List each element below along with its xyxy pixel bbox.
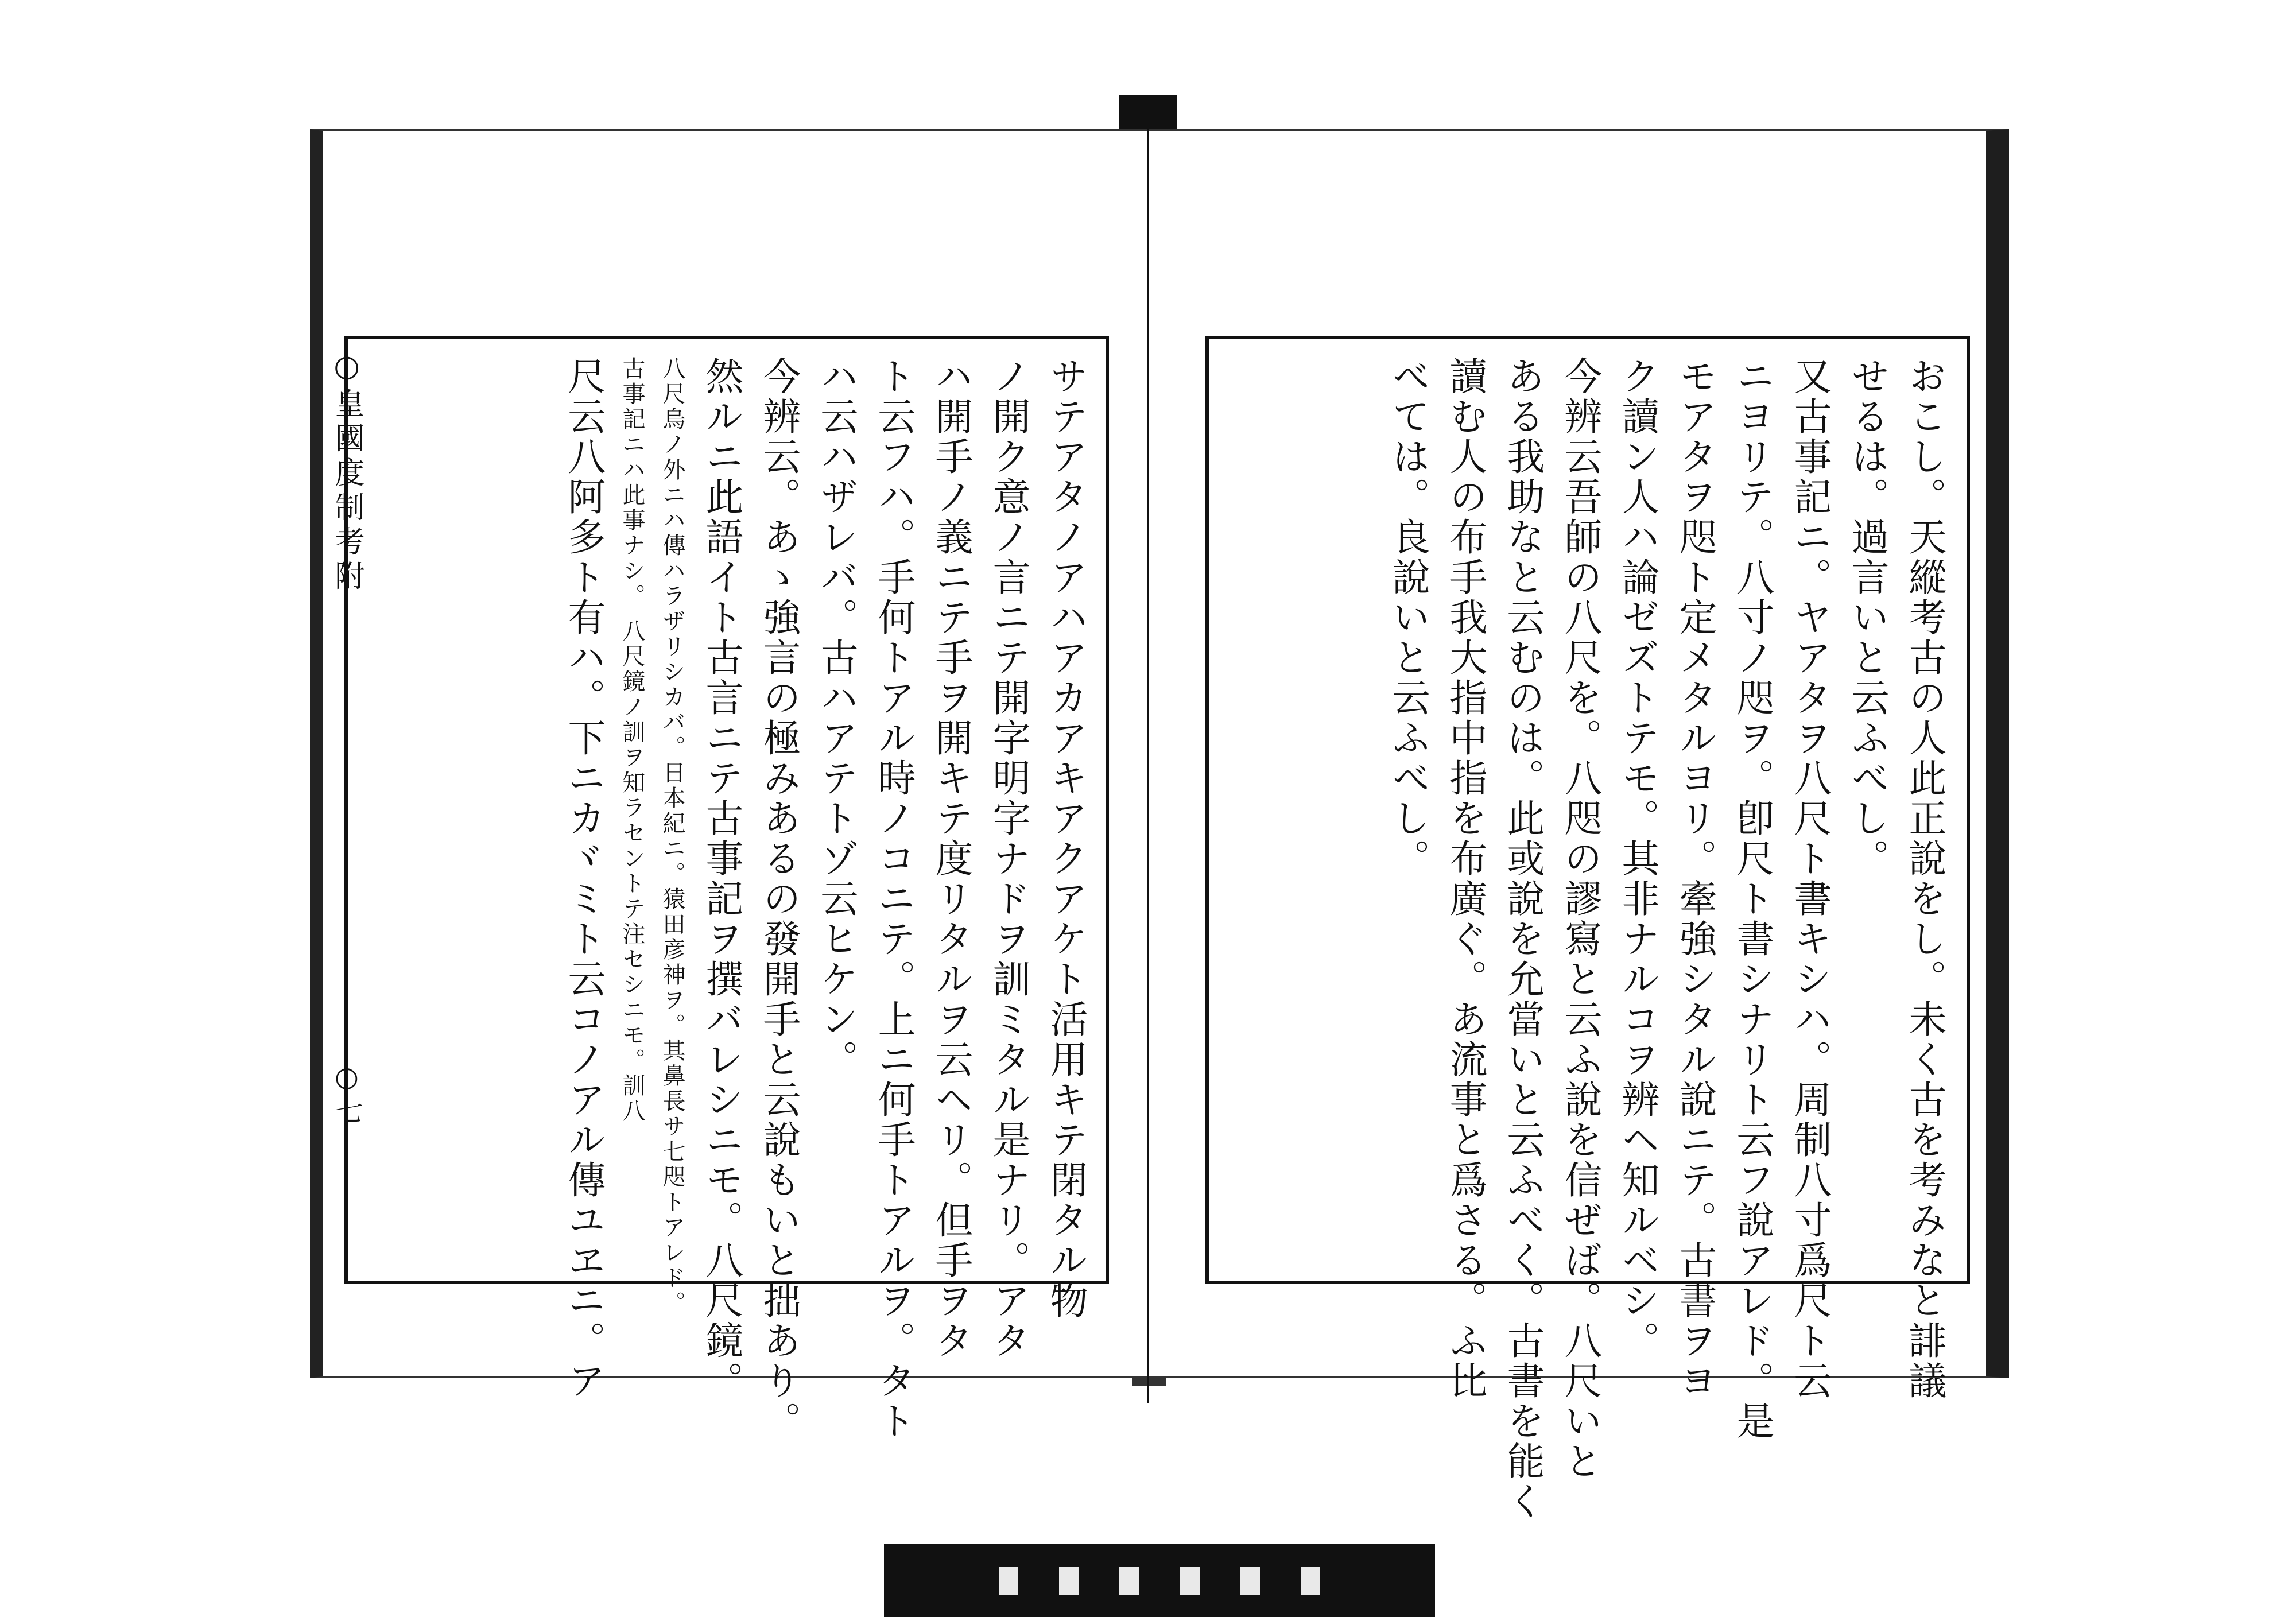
text-column: 然ルニ此語イト古言ニテ古事記ヲ撰バレシニモ。八尺鏡。 [699, 356, 743, 1401]
text-column: 今辨云。あゝ強言の極みあるの發開手と云說もいと拙あり。 [757, 356, 801, 1441]
text-column: モアタヲ咫ト定メタルヨリ。牽強シタル說ニテ。古書ヲヨ [1673, 356, 1717, 1401]
text-column: ニヨリテ。八寸ノ咫ヲ。卽尺ト書シナリト云フ說アレド。是 [1730, 356, 1774, 1441]
text-column: ト云フハ。手何トアル時ノコニテ。上ニ何手トアルヲ。タト [871, 356, 916, 1441]
right-text-block [1379, 356, 1953, 1522]
running-head: ○皇國度制考附 [329, 349, 364, 595]
text-column: せるは。過言いと云ふべし。 [1845, 356, 1889, 879]
left-text-block [554, 356, 1094, 1441]
folio-number: ○七 [331, 1061, 363, 1127]
label-marks [999, 1567, 1320, 1596]
text-column: ハ云ハザレバ。古ハアテトゾ云ヒケン。 [814, 356, 858, 1080]
text-column: 讀む人の布手我大指中指を布廣ぐ。あ流事と爲さる。ふ比 [1443, 356, 1487, 1401]
catalog-label [884, 1544, 1435, 1617]
text-column: 今辨云吾師の八尺を。八咫の謬寫と云ふ說を信ぜば。八尺いと [1558, 356, 1602, 1482]
text-column: 尺云八阿多ト有ハ。下ニカヾミト云コノアル傳ユヱニ。ア [561, 356, 606, 1401]
text-column: ハ開手ノ義ニテ手ヲ開キテ度リタルヲ云ヘリ。但手ヲタ [929, 356, 973, 1361]
text-column: ある我助なと云むのは。此或說を允當いと云ふべく。古書を能く [1500, 356, 1545, 1522]
text-column: おこし。天縱考古の人此正說をし。未く古を考みなと誹議 [1902, 356, 1946, 1401]
right-text-frame [1205, 336, 1970, 1522]
left-text-frame [344, 336, 1109, 1441]
text-column-note: 古事記ニハ此事ナシ。 八尺鏡ノ訓ヲ知ラセントテ注セシニモ。訓八 [619, 356, 645, 1124]
text-column: サテアタノアハアカアキアクアケト活用キテ閉タル物 [1044, 356, 1088, 1321]
text-column: ノ開ク意ノ言ニテ開字明字ナドヲ訓ミタル是ナリ。アタ [986, 356, 1030, 1361]
text-column: 又古事記ニ。ヤアタヲ八尺ト書キシハ。周制八寸爲尺ト云 [1787, 356, 1832, 1401]
text-column: ク讀ン人ハ論ゼズトテモ。其非ナルコヲ辨ヘ知ルベシ。 [1615, 356, 1659, 1361]
book-spread [310, 129, 1986, 1522]
text-column: べては。良說いと云ふべし。 [1386, 356, 1430, 879]
text-column-note: 八尺烏ノ外ニハ傳ハラザリシカバ。日本紀ニ。猿田彦神ヲ。其鼻長サ七咫トアレド。 [659, 356, 685, 1316]
